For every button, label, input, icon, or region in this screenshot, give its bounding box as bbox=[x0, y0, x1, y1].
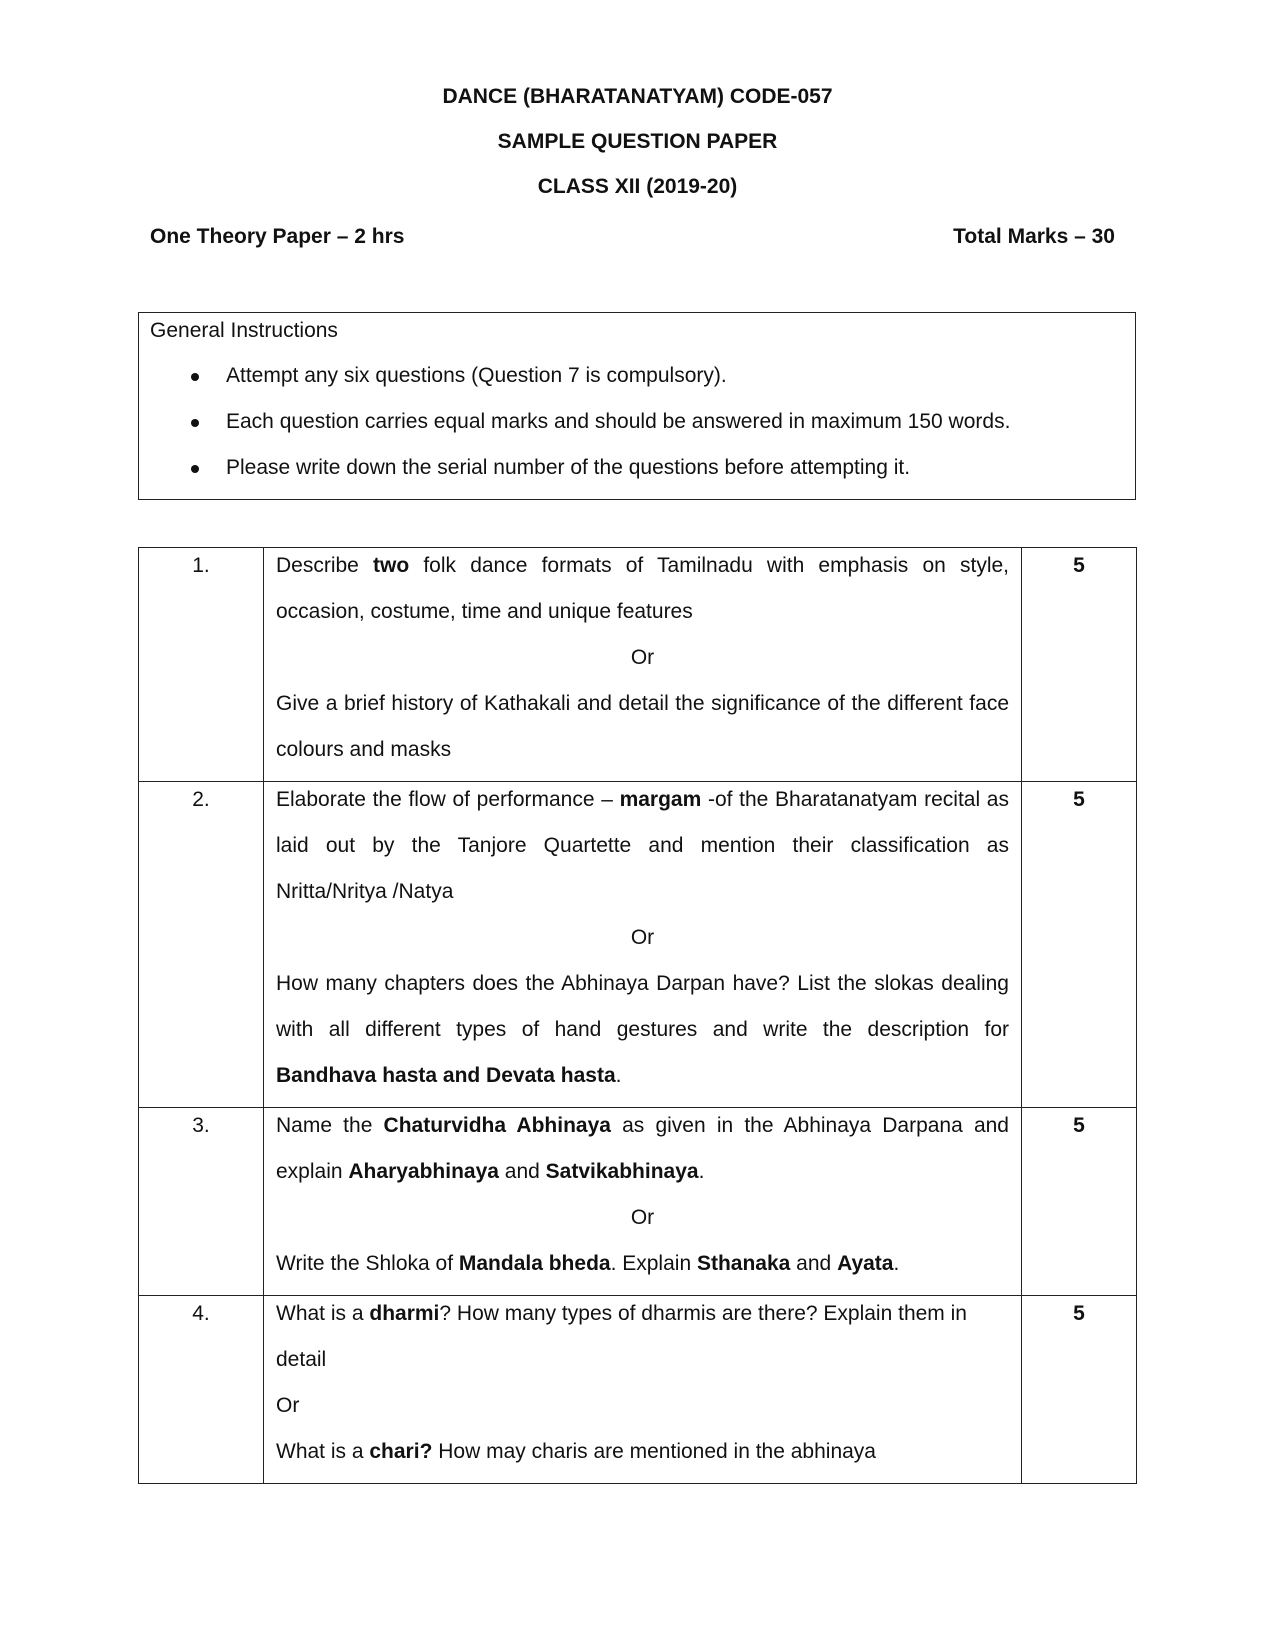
bullet-icon bbox=[191, 373, 199, 381]
instructions-list bbox=[139, 363, 1010, 501]
question-option-b: What is a chari? How may charis are mentioned in the abhinaya bbox=[276, 1440, 876, 1463]
question-marks: 5 bbox=[1022, 782, 1137, 1108]
question-marks: 5 bbox=[1022, 1108, 1137, 1296]
question-option-a: Name the Chaturvidha Abhinaya as given in the Abhinaya Darpana and explain Aharyabhinaya and Satvikabhinaya. bbox=[276, 1114, 1009, 1183]
question-text-cell bbox=[264, 782, 1022, 1108]
question-option-a: Elaborate the flow of performance – margam -of the Bharatanatyam recital as laid out by the Tanjore Quartette and mention their classification as Nritta/Nritya /Natya bbox=[276, 788, 1009, 903]
instruction-text: Attempt any six questions (Question 7 is compulsory). bbox=[226, 364, 727, 387]
total-marks: Total Marks – 30 bbox=[953, 225, 1115, 248]
table-row bbox=[139, 1296, 1137, 1484]
question-number: 1. bbox=[139, 548, 264, 782]
paper-title: SAMPLE QUESTION PAPER bbox=[497, 130, 778, 153]
instruction-item bbox=[139, 455, 1010, 501]
instruction-item bbox=[139, 363, 1010, 409]
question-option-a: What is a dharmi? How many types of dharmis are there? Explain them in detail bbox=[276, 1302, 967, 1371]
table-row bbox=[139, 548, 1137, 782]
question-text-cell bbox=[264, 1108, 1022, 1296]
paper-duration: One Theory Paper – 2 hrs bbox=[150, 225, 405, 248]
question-marks: 5 bbox=[1022, 548, 1137, 782]
question-marks: 5 bbox=[1022, 1296, 1137, 1484]
table-row bbox=[139, 1108, 1137, 1296]
question-number: 2. bbox=[139, 782, 264, 1108]
general-instructions-box bbox=[138, 312, 1136, 500]
question-option-a: Describe two folk dance formats of Tamilnadu with emphasis on style, occasion, costume, time and unique features bbox=[276, 554, 1009, 623]
questions-table bbox=[138, 547, 1137, 1484]
question-option-b: Write the Shloka of Mandala bheda. Explain Sthanaka and Ayata. bbox=[276, 1252, 900, 1275]
or-separator: Or bbox=[630, 646, 655, 669]
or-separator: Or bbox=[630, 926, 655, 949]
instruction-text: Please write down the serial number of the questions before attempting it. bbox=[226, 456, 911, 479]
instruction-text: Each question carries equal marks and should be answered in maximum 150 words. bbox=[226, 410, 1011, 433]
bullet-icon bbox=[191, 419, 199, 427]
or-separator: Or bbox=[630, 1206, 655, 1229]
instructions-title: General Instructions bbox=[150, 319, 338, 342]
instruction-item bbox=[139, 409, 1010, 455]
or-separator: Or bbox=[276, 1394, 300, 1417]
question-number: 3. bbox=[139, 1108, 264, 1296]
class-title: CLASS XII (2019-20) bbox=[537, 175, 738, 198]
question-text-cell bbox=[264, 548, 1022, 782]
question-option-b: Give a brief history of Kathakali and detail the significance of the different face colours and masks bbox=[276, 692, 1009, 761]
question-number: 4. bbox=[139, 1296, 264, 1484]
question-text-cell bbox=[264, 1296, 1022, 1484]
subject-title: DANCE (BHARATANATYAM) CODE-057 bbox=[442, 85, 833, 108]
bullet-icon bbox=[191, 465, 199, 473]
table-row bbox=[139, 782, 1137, 1108]
question-option-b: How many chapters does the Abhinaya Darpan have? List the slokas dealing with all different types of hand gestures and write the description for Bandhava hasta and Devata hasta. bbox=[276, 972, 1009, 1087]
